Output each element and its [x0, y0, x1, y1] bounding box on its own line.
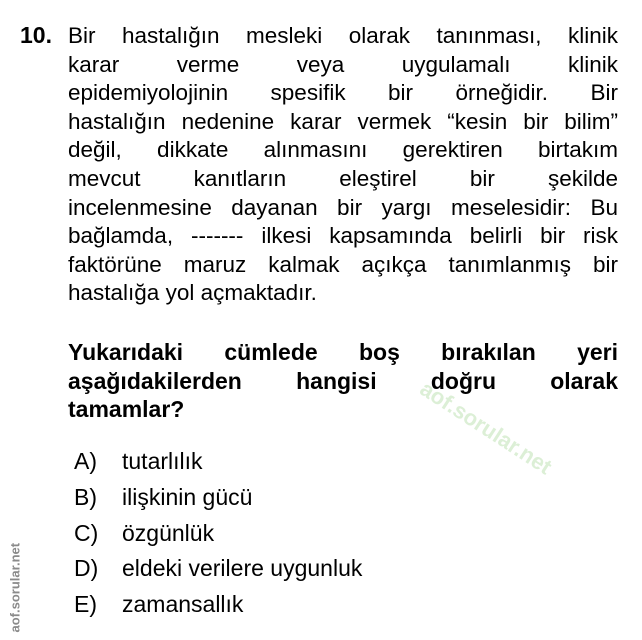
stem-line: hastalığa yol açmaktadır. — [68, 280, 317, 306]
option-b[interactable] — [74, 482, 362, 518]
option-text: zamansallık — [122, 591, 244, 618]
option-letter: C) — [74, 519, 99, 546]
option-letter: E) — [74, 591, 97, 618]
option-text: tutarlılık — [122, 448, 203, 474]
stem-line: hastalığın nedenine karar vermek “kesin bir bilim” — [68, 108, 618, 134]
option-c[interactable] — [74, 518, 362, 554]
option-text: ilişkinin gücü — [122, 483, 253, 510]
option-e[interactable] — [74, 589, 362, 625]
answer-options — [74, 446, 362, 625]
option-text: eldeki verilere uygunluk — [122, 555, 363, 582]
stem-line: değil, dikkate alınmasını gerektiren birtakım — [68, 137, 618, 163]
stem-line: bağlamda, ------- ilkesi kapsamında belirli bir risk — [68, 223, 618, 249]
stem-line: mevcut kanıtların eleştirel bir şekilde — [68, 165, 618, 191]
stem-line: Bir hastalığın mesleki olarak tanınması, klinik — [68, 23, 618, 48]
option-letter: A) — [74, 448, 97, 474]
option-text: özgünlük — [122, 519, 215, 546]
option-letter: D) — [74, 555, 99, 582]
watermark: aof.sorular.net — [415, 375, 557, 480]
stem-line: karar verme veya uygulamalı klinik — [68, 51, 618, 77]
stem-line: epidemiyolojinin spesifik bir örneğidir. Bir — [68, 80, 618, 106]
option-d[interactable] — [74, 553, 362, 589]
stem-line: incelenmesine dayanan bir yargı meselesidir: Bu — [68, 194, 618, 220]
side-watermark: aof.sorular.net — [7, 542, 23, 633]
prompt-line: aşağıdakilerden hangisi doğru olarak — [68, 367, 618, 394]
option-a[interactable] — [74, 446, 362, 482]
question-prompt — [68, 338, 618, 424]
option-letter: B) — [74, 483, 97, 510]
question-number: 10. — [20, 22, 52, 48]
prompt-line: Yukarıdaki cümlede boş bırakılan yeri — [68, 339, 618, 365]
stem-line: faktörüne maruz kalmak açıkça tanımlanmış bir — [68, 251, 618, 277]
prompt-line: tamamlar? — [68, 396, 185, 423]
question-stem — [68, 22, 618, 308]
